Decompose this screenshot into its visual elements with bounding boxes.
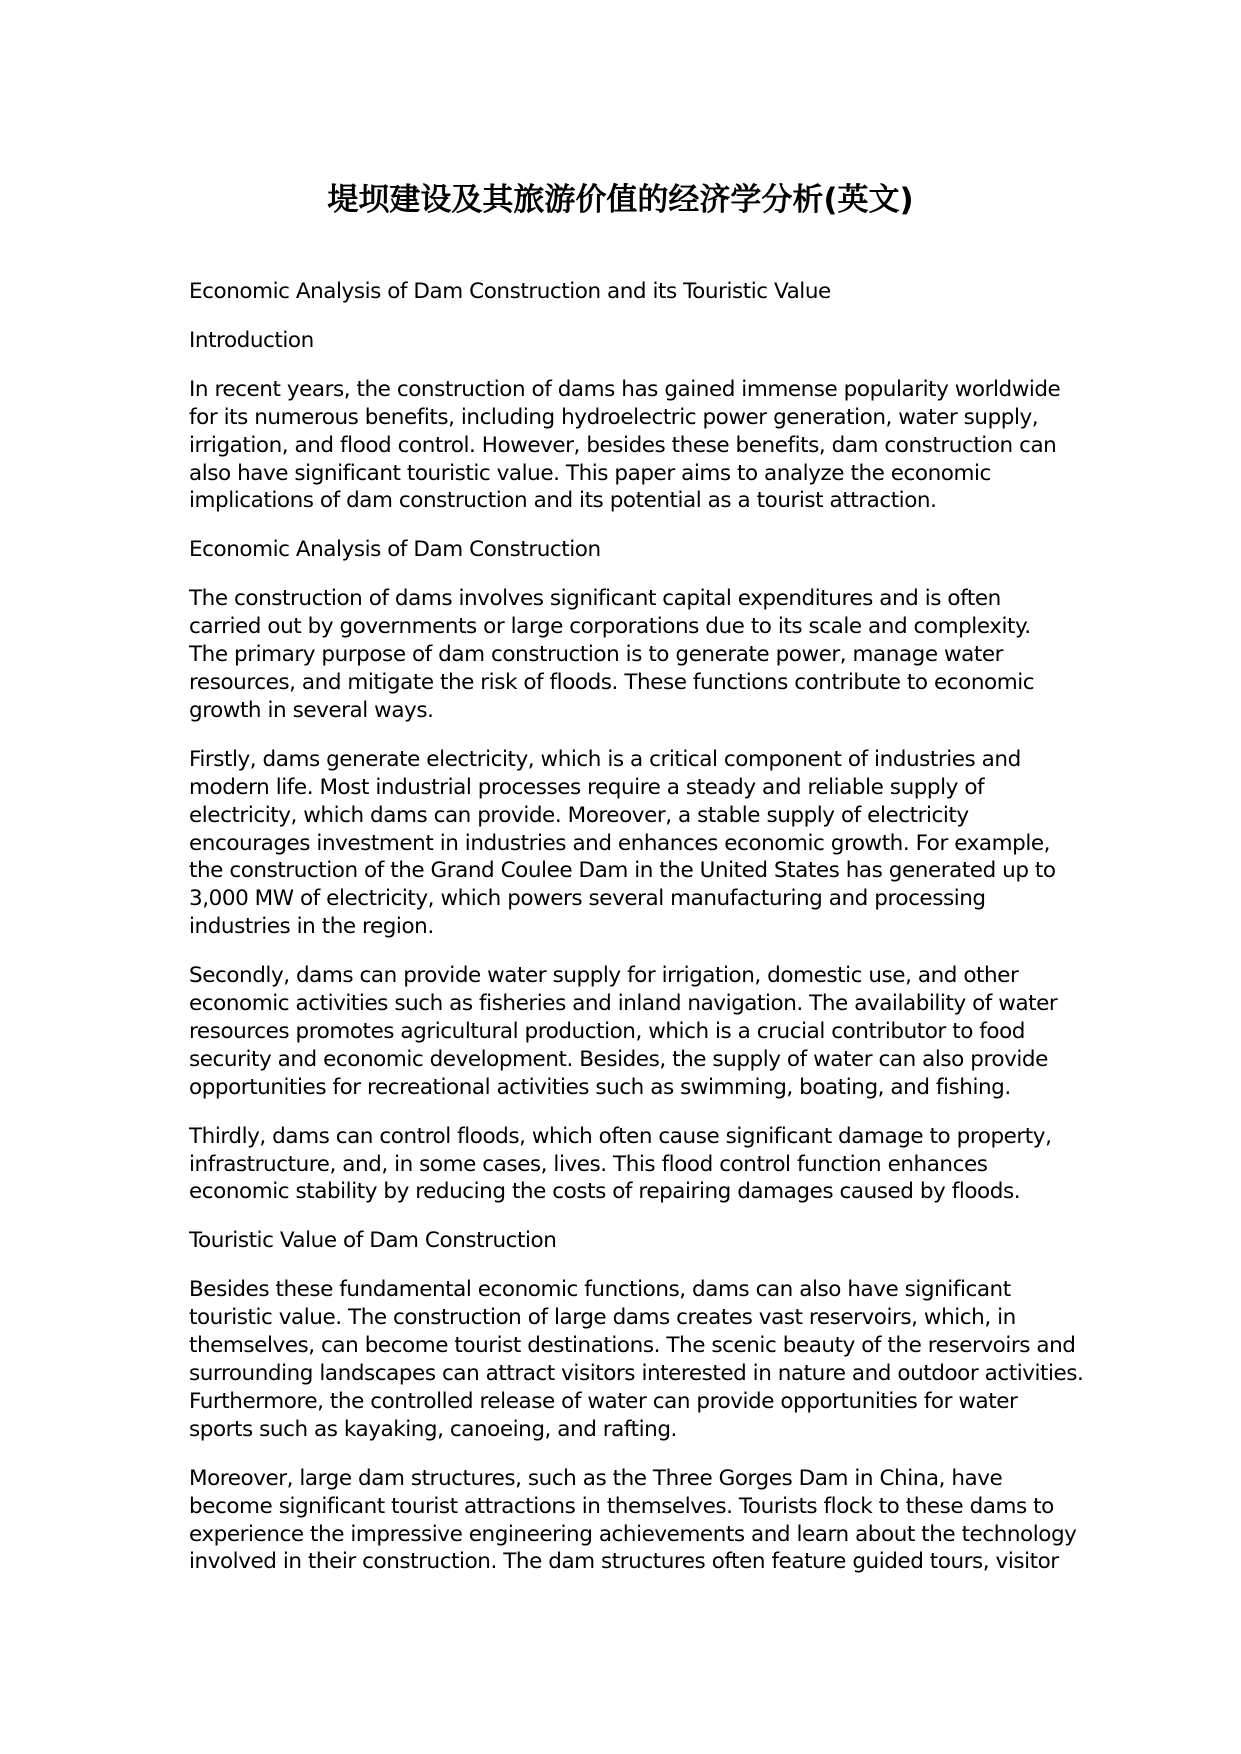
text-line: Besides these fundamental economic functions, dams can also have significant: [189, 1277, 1011, 1303]
document-title: 堤坝建设及其旅游价值的经济学分析(英文): [327, 182, 914, 218]
text-line: themselves, can become tourist destinations. The scenic beauty of the reservoirs and: [189, 1333, 1076, 1359]
text-line: Thirdly, dams can control floods, which often cause significant damage to property,: [189, 1123, 1052, 1149]
text-line: Moreover, large dam structures, such as the Three Gorges Dam in China, have: [189, 1465, 1003, 1491]
text-line: Economic Analysis of Dam Construction and its Touristic Value: [189, 279, 831, 304]
text-line: surrounding landscapes can attract visitors interested in nature and outdoor activities.: [189, 1361, 1084, 1386]
text-line: opportunities for recreational activities such as swimming, boating, and fishing.: [189, 1074, 1011, 1100]
text-line: encourages investment in industries and enhances economic growth. For example,: [189, 830, 1051, 856]
text-line: The construction of dams involves significant capital expenditures and is often: [189, 586, 1001, 612]
body-paragraph: [189, 1276, 1084, 1443]
text-line: economic activities such as fisheries and inland navigation. The availability of water: [189, 991, 1058, 1017]
text-line: also have significant touristic value. This paper aims to analyze the economic: [189, 460, 991, 486]
text-line: implications of dam construction and its potential as a tourist attraction.: [189, 488, 937, 514]
document-body: [189, 278, 1084, 1597]
section-heading: [189, 1227, 1079, 1255]
body-paragraph: [189, 1123, 1079, 1207]
text-line: Economic Analysis of Dam Construction: [189, 537, 601, 563]
text-line: 3,000 MW of electricity, which powers several manufacturing and processing: [189, 886, 986, 912]
text-line: sports such as kayaking, canoeing, and rafting.: [189, 1416, 677, 1442]
text-line: infrastructure, and, in some cases, lives. This flood control function enhances: [189, 1151, 988, 1177]
text-line: The primary purpose of dam construction is to generate power, manage water: [189, 642, 1004, 668]
text-line: economic stability by reducing the costs of repairing damages caused by floods.: [189, 1179, 1021, 1205]
text-line: modern life. Most industrial processes require a steady and reliable supply of: [189, 774, 985, 800]
text-line: Touristic Value of Dam Construction: [189, 1228, 557, 1254]
text-line: industries in the region.: [189, 914, 434, 940]
text-line: resources, and mitigate the risk of floods. These functions contribute to economic: [189, 669, 1035, 695]
text-line: In recent years, the construction of dams has gained immense popularity worldwide: [189, 376, 1061, 402]
body-paragraph: [189, 746, 1079, 941]
text-line: the construction of the Grand Coulee Dam in the United States has generated up to: [189, 858, 1056, 884]
text-line: growth in several ways.: [189, 697, 434, 723]
body-paragraph: [189, 1465, 1079, 1577]
section-heading: [189, 278, 1079, 306]
text-line: involved in their construction. The dam structures often feature guided tours, visitor: [189, 1549, 1059, 1575]
text-line: experience the impressive engineering achievements and learn about the technology: [189, 1521, 1077, 1547]
section-heading: [189, 327, 1079, 355]
text-line: irrigation, and flood control. However, besides these benefits, dam construction can: [189, 432, 1057, 458]
text-line: security and economic development. Besides, the supply of water can also provide: [189, 1046, 1048, 1072]
text-line: Secondly, dams can provide water supply for irrigation, domestic use, and other: [189, 963, 1019, 989]
body-paragraph: [189, 585, 1079, 725]
text-line: for its numerous benefits, including hydroelectric power generation, water supply,: [189, 404, 1039, 430]
text-line: become significant tourist attractions in themselves. Tourists flock to these dams to: [189, 1493, 1054, 1519]
text-line: Furthermore, the controlled release of water can provide opportunities for water: [189, 1388, 1018, 1414]
text-line: Introduction: [189, 327, 314, 353]
section-heading: [189, 536, 1079, 564]
body-paragraph: [189, 376, 1079, 516]
text-line: carried out by governments or large corporations due to its scale and complexity.: [189, 614, 1031, 640]
text-line: touristic value. The construction of large dams creates vast reservoirs, which, in: [189, 1305, 1016, 1331]
body-paragraph: [189, 962, 1079, 1102]
text-line: Firstly, dams generate electricity, which is a critical component of industries and: [189, 746, 1021, 772]
text-line: electricity, which dams can provide. Moreover, a stable supply of electricity: [189, 802, 969, 828]
text-line: resources promotes agricultural production, which is a crucial contributor to food: [189, 1018, 1026, 1044]
